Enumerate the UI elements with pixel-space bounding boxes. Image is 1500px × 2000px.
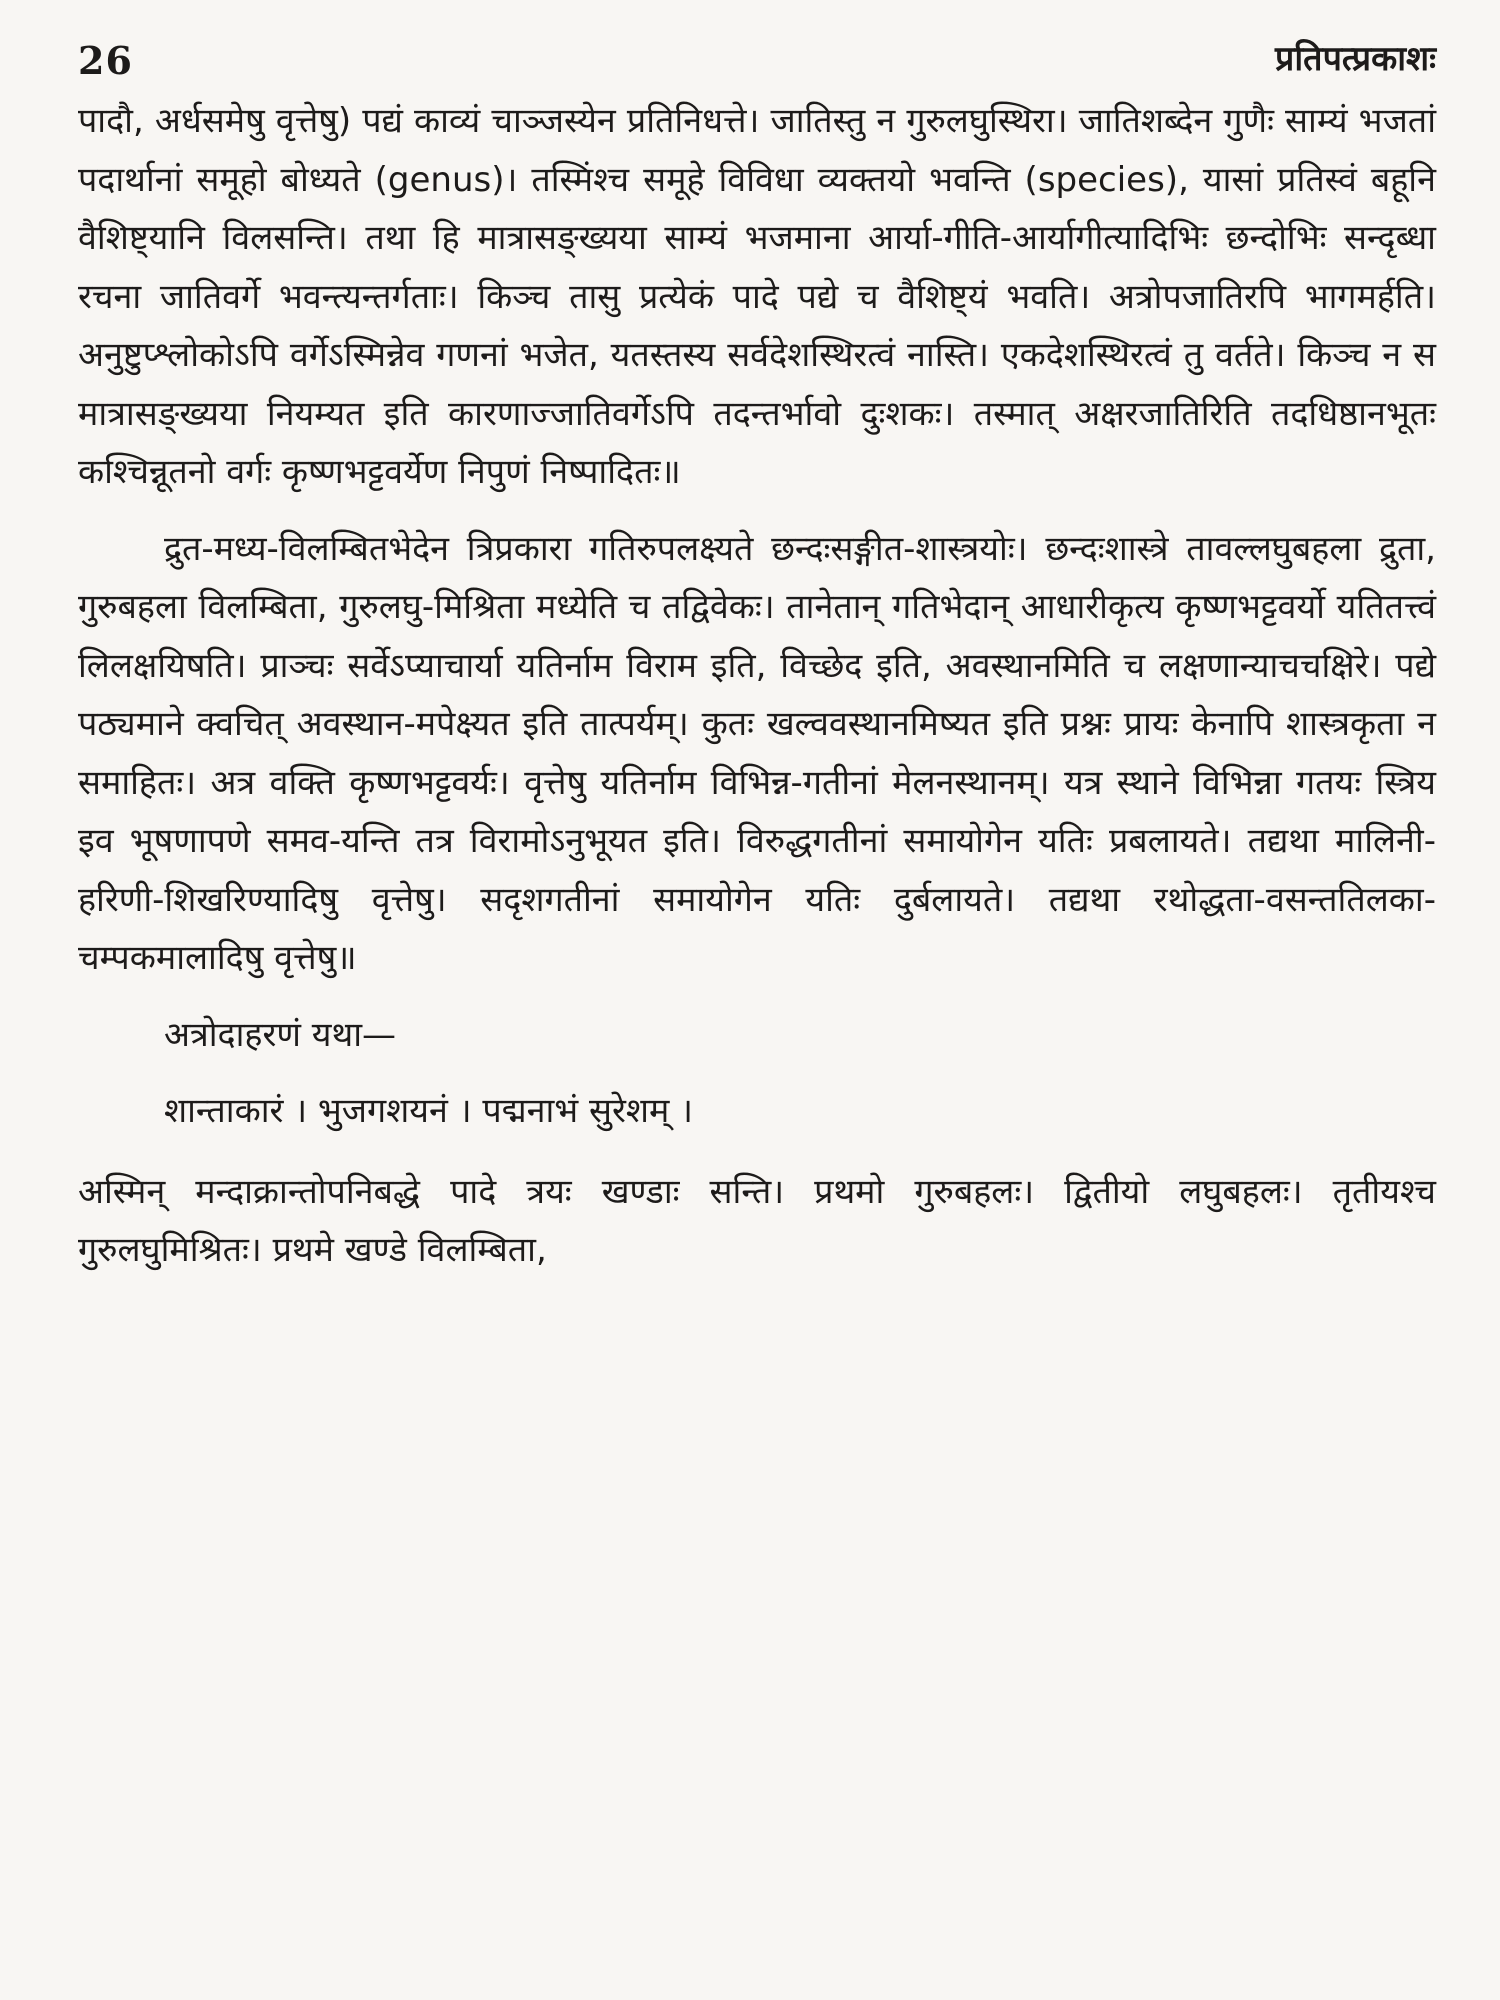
example-intro: अत्रोदाहरणं यथा— <box>164 1014 397 1055</box>
body-text <box>78 92 1436 1298</box>
page-number: 26 <box>78 38 133 83</box>
example-verse: शान्ताकारं । भुजगशयनं । पद्मनाभं सुरेशम् । <box>164 1091 694 1131</box>
paragraph-continued: पादौ, अर्धसमेषु वृत्तेषु) पद्यं काव्यं चाञ्जस्येन प्रतिनिधत्ते। जातिस्तु न गुरुलघुस्थिरा। जातिशब्देन गुणैः साम्यं भजतां पदार्थानां समूहो बोध्यते (genus)। तस्मिंश्च समूहे विविधा व्यक्तयो भवन्ति (species), यासां प्रतिस्वं बहूनि वैशिष्ट्यानि विलसन्ति। तथा हि मात्रासङ्ख्यया साम्यं भजमाना आर्या-गीति-आर्यागीत्यादिभिः छन्दोभिः सन्दृब्धा रचना जातिवर्गे भवन्त्यन्तर्गताः। किञ्च तासु प्रत्येकं पादे पद्ये च वैशिष्ट्यं भवति। अत्रोपजातिरपि भागमर्हति। अनुष्टुप्श्लोकोऽपि वर्गेऽस्मिन्नेव गणनां भजेत, यतस्तस्य सर्वदेशस्थिरत्वं नास्ति। एकदेशस्थिरत्वं तु वर्तते। किञ्च न स मात्रासङ्ख्यया नियम्यत इति कारणाज्जातिवर्गेऽपि तदन्तर्भावो दुःशकः। तस्मात् अक्षरजातिरिति तदधिष्ठानभूतः कश्चिन्नूतनो वर्गः कृष्णभट्टवर्येण निपुणं निष्पादितः॥ <box>78 101 1436 492</box>
paragraph-analysis: अस्मिन् मन्दाक्रान्तोपनिबद्धे पादे त्रयः खण्डाः सन्ति। प्रथमो गुरुबहलः। द्वितीयो लघुबहलः। तृतीयश्च गुरुलघुमिश्रितः। प्रथमे खण्डे विलम्बिता, <box>78 1171 1436 1270</box>
running-title: प्रतिपत्प्रकाशः <box>1275 39 1436 79</box>
paragraph-yati: द्रुत-मध्य-विलम्बितभेदेन त्रिप्रकारा गतिरुपलक्ष्यते छन्दःसङ्गीत-शास्त्रयोः। छन्दःशास्त्रे तावल्लघुबहला द्रुता, गुरुबहला विलम्बिता, गुरुलघु-मिश्रिता मध्येति च तद्विवेकः। तानेतान् गतिभेदान् आधारीकृत्य कृष्णभट्टवर्यो यतितत्त्वं लिलक्षयिषति। प्राञ्चः सर्वेऽप्याचार्या यतिर्नाम विराम इति, विच्छेद इति, अवस्थानमिति च लक्षणान्याचचक्षिरे। पद्ये पठ्यमाने क्वचित् अवस्थान-मपेक्ष्यत इति तात्पर्यम्। कुतः खल्ववस्थानमिष्यत इति प्रश्नः प्रायः केनापि शास्त्रकृता न समाहितः। अत्र वक्ति कृष्णभट्टवर्यः। वृत्तेषु यतिर्नाम विभिन्न-गतीनां मेलनस्थानम्। यत्र स्थाने विभिन्ना गतयः स्त्रिय इव भूषणापणे समव-यन्ति तत्र विरामोऽनुभूयत इति। विरुद्धगतीनां समायोगेन यतिः प्रबलायते। तद्यथा मालिनी-हरिणी-शिखरिण्यादिषु वृत्तेषु। सदृशगतीनां समायोगेन यतिः दुर्बलायते। तद्यथा रथोद्धता-वसन्ततिलका-चम्पकमालादिषु वृत्तेषु॥ <box>78 528 1436 978</box>
running-header <box>78 30 1436 90</box>
